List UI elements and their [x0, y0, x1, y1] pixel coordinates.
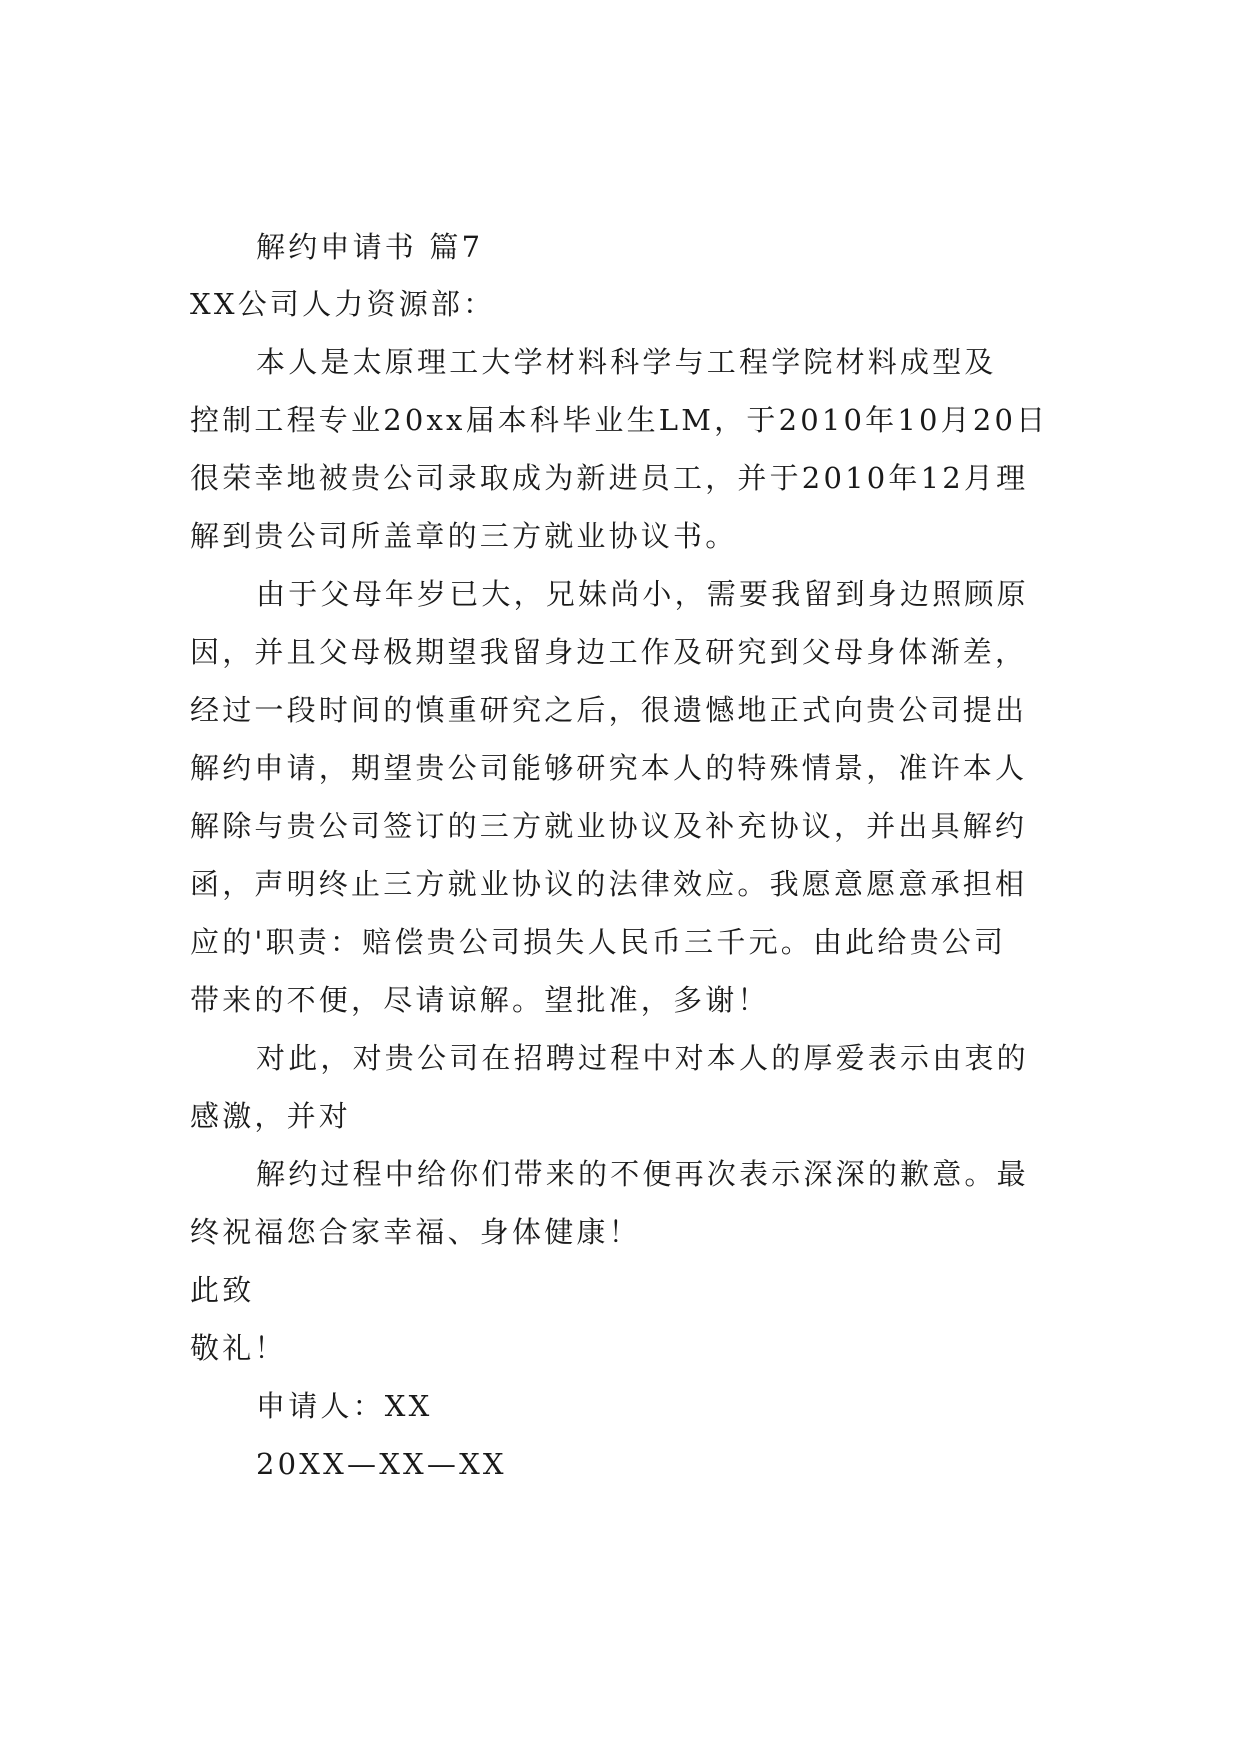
- body-line: 很荣幸地被贵公司录取成为新进员工，并于2010年12月理: [190, 461, 1029, 495]
- body-line: 由于父母年岁已大，兄妹尚小，需要我留到身边照顾原: [256, 577, 1029, 611]
- body-line: 函，声明终止三方就业协议的法律效应。我愿意愿意承担相: [190, 867, 1028, 901]
- body-line: 因，并且父母极期望我留身边工作及研究到父母身体渐差，: [190, 635, 1028, 669]
- body-line: 解到贵公司所盖章的三方就业协议书。: [190, 519, 738, 553]
- body-line: 解约过程中给你们带来的不便再次表示深深的歉意。最: [256, 1157, 1029, 1191]
- body-line: 对此，对贵公司在招聘过程中对本人的厚爱表示由衷的: [256, 1041, 1029, 1075]
- body-line: 解约申请，期望贵公司能够研究本人的特殊情景，准许本人: [190, 751, 1028, 785]
- salutation: XX公司人力资源部：: [190, 287, 496, 321]
- body-line: 感激，并对: [190, 1099, 352, 1133]
- body-line: 带来的不便，尽请谅解。望批准，多谢！: [190, 983, 770, 1017]
- body-line: 本人是太原理工大学材料科学与工程学院材料成型及: [256, 345, 997, 379]
- applicant-signature: 申请人：XX: [256, 1389, 433, 1423]
- body-line: 应的'职责：赔偿贵公司损失人民币三千元。由此给贵公司: [190, 925, 1007, 959]
- document-title: 解约申请书 篇7: [256, 230, 484, 264]
- body-line: 经过一段时间的慎重研究之后，很遗憾地正式向贵公司提出: [190, 693, 1028, 727]
- body-line: 终祝福您合家幸福、身体健康！: [190, 1215, 641, 1249]
- body-line: 控制工程专业20xx届本科毕业生LM，于2010年10月20日: [190, 403, 1049, 437]
- body-line: 解除与贵公司签订的三方就业协议及补充协议，并出具解约: [190, 809, 1028, 843]
- document-date: 20XX—XX—XX: [256, 1447, 507, 1481]
- closing-line: 此致: [190, 1273, 255, 1307]
- closing-line: 敬礼！: [190, 1331, 287, 1365]
